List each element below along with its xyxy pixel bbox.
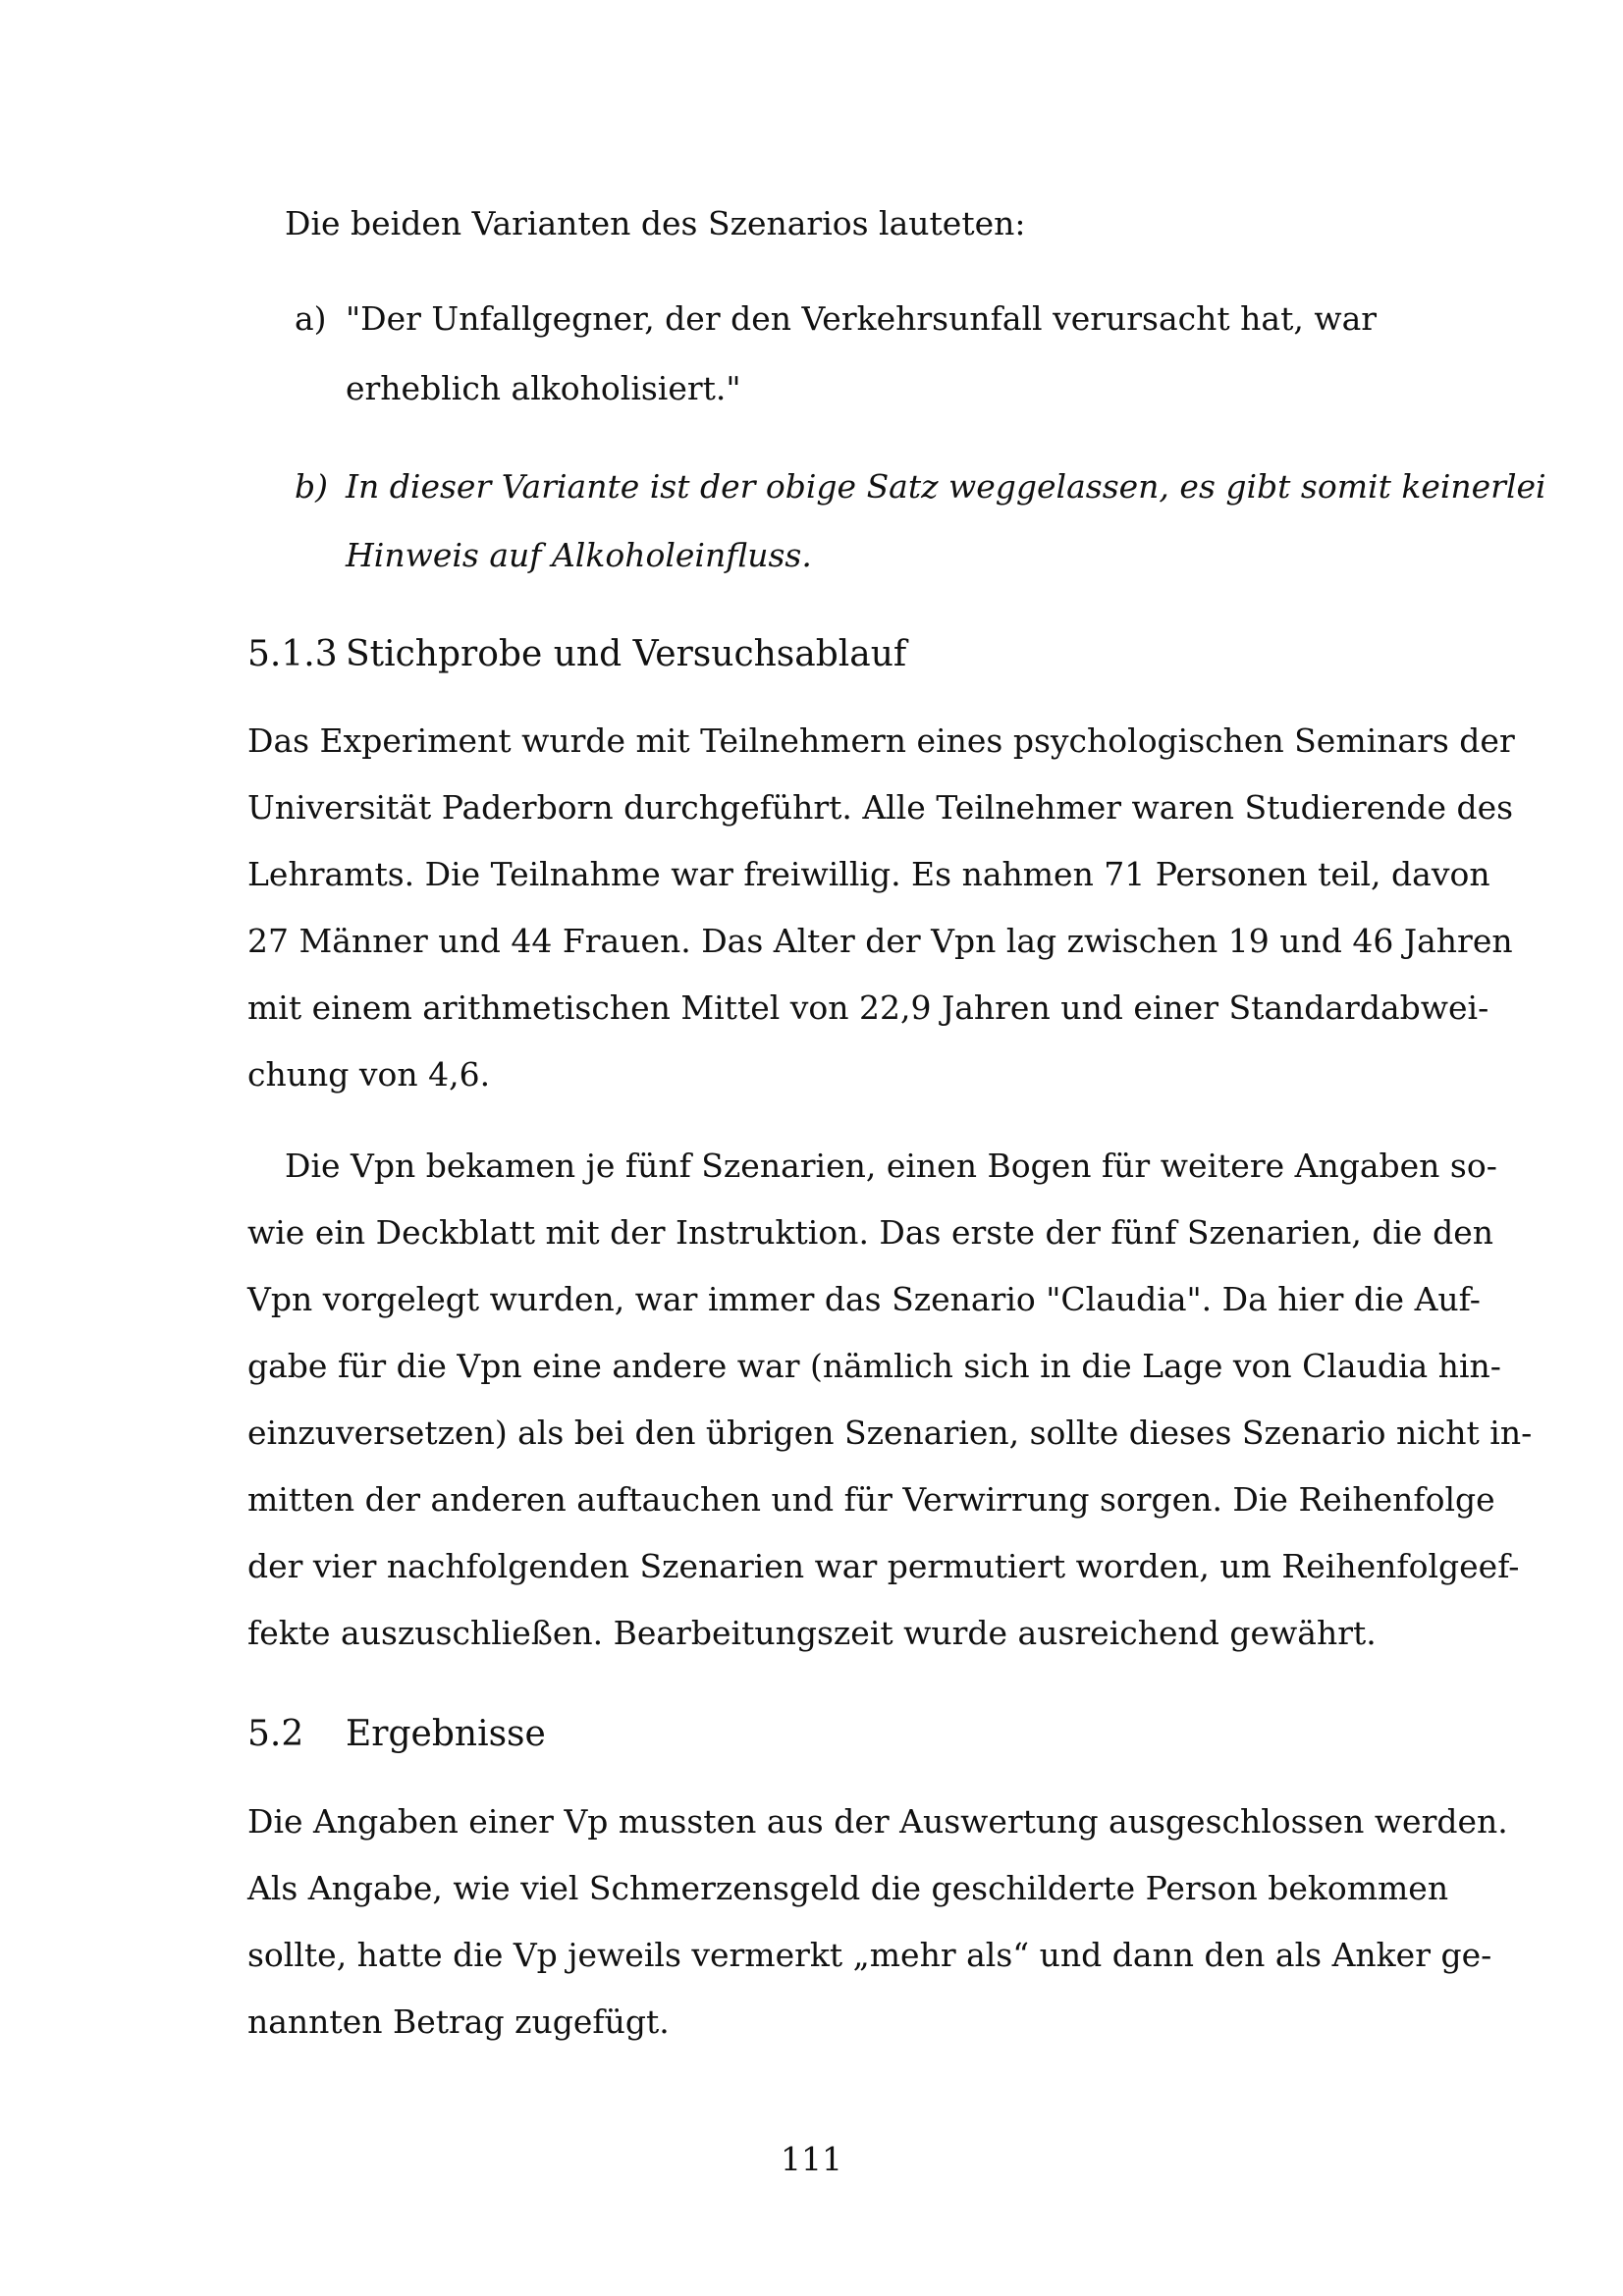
section-heading-5-2	[247, 1713, 546, 1756]
section-number: 5.2	[247, 1714, 304, 1754]
paragraph-line: fekte auszuschließen. Bearbeitungszeit wurde ausreichend gewährt.	[247, 1614, 1377, 1652]
paragraph-line: wie ein Deckblatt mit der Instruktion. Das erste der fünf Szenarien, die den	[247, 1213, 1493, 1252]
paragraph-line: nannten Betrag zugefügt.	[247, 2002, 670, 2041]
paragraph-line: Die Angaben einer Vp mussten aus der Auswertung ausgeschlossen werden.	[247, 1802, 1508, 1841]
paragraph-line: Als Angabe, wie viel Schmerzensgeld die geschilderte Person bekommen	[247, 1869, 1449, 1907]
list-item-b-line-1: In dieser Variante ist der obige Satz weggelassen, es gibt somit keinerlei	[346, 467, 1546, 506]
paragraph-line: Das Experiment wurde mit Teilnehmern eines psychologischen Seminars der	[247, 721, 1515, 760]
paragraph-line: Vpn vorgelegt wurden, war immer das Szenario "Claudia". Da hier die Auf-	[247, 1280, 1481, 1318]
paragraph-line: gabe für die Vpn eine andere war (nämlich sich in die Lage von Claudia hin-	[247, 1347, 1501, 1385]
list-item-a-line-1: "Der Unfallgegner, der den Verkehrsunfall verursacht hat, war	[346, 299, 1378, 338]
paragraph-line: 27 Männer und 44 Frauen. Das Alter der Vpn lag zwischen 19 und 46 Jahren	[247, 922, 1513, 960]
section-title: Ergebnisse	[346, 1714, 546, 1754]
list-item-b-line-2: Hinweis auf Alkoholeinfluss.	[346, 536, 812, 574]
paragraph-line: Die Vpn bekamen je fünf Szenarien, einen Bogen für weitere Angaben so-	[285, 1147, 1497, 1185]
paragraph-line: Lehramts. Die Teilnahme war freiwillig. Es nahmen 71 Personen teil, davon	[247, 855, 1490, 893]
section-title: Stichprobe und Versuchsablauf	[346, 634, 907, 674]
paragraph-line: mit einem arithmetischen Mittel von 22,9 Jahren und einer Standardabwei-	[247, 988, 1489, 1027]
section-heading-5-1-3	[247, 633, 906, 676]
list-item-a-line-2: erheblich alkoholisiert."	[346, 369, 741, 407]
paragraph-line: der vier nachfolgenden Szenarien war permutiert worden, um Reihenfolgeef-	[247, 1547, 1520, 1585]
paragraph-line: mitten der anderen auftauchen und für Verwirrung sorgen. Die Reihenfolge	[247, 1480, 1495, 1519]
list-marker-b: b)	[295, 467, 328, 506]
paragraph-line: Universität Paderborn durchgeführt. Alle Teilnehmer waren Studierende des	[247, 788, 1514, 827]
page-number: 111	[781, 2140, 842, 2178]
list-marker-a: a)	[295, 299, 327, 338]
intro-line: Die beiden Varianten des Szenarios lauteten:	[285, 204, 1026, 242]
section-number: 5.1.3	[247, 634, 338, 674]
paragraph-line: sollte, hatte die Vp jeweils vermerkt „mehr als“ und dann den als Anker ge-	[247, 1936, 1492, 1974]
paragraph-line: chung von 4,6.	[247, 1055, 491, 1094]
paragraph-line: einzuversetzen) als bei den übrigen Szenarien, sollte dieses Szenario nicht in-	[247, 1414, 1533, 1452]
